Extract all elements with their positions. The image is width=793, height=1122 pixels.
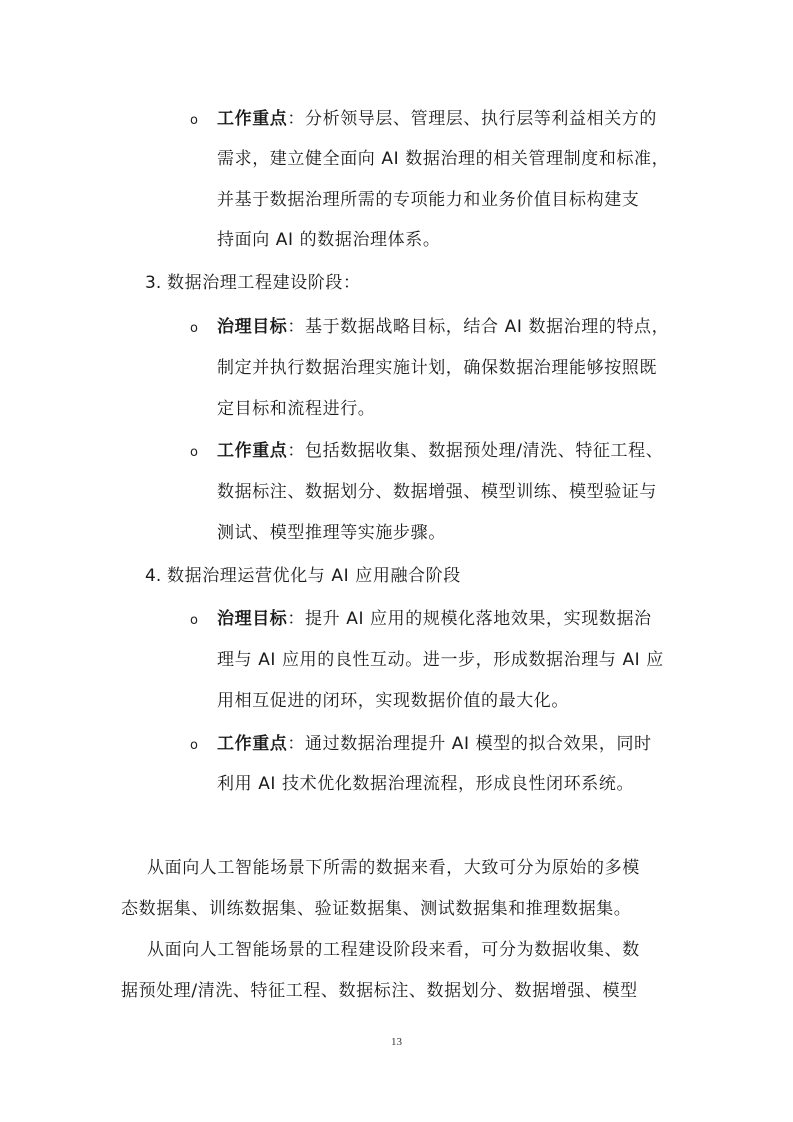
bullet-text-line: 理与 AI 应用的良性互动。进一步，形成数据治理与 AI 应 (217, 650, 664, 670)
bullet-text-line (217, 608, 652, 630)
bullet-text: ：提升 AI 应用的规模化落地效果，实现数据治 (287, 609, 652, 629)
bullet-marker: o (190, 613, 198, 628)
bullet-text-line: 用相互促进的闭环，实现数据价值的最大化。 (217, 691, 569, 711)
bullet-text: ：包括数据收集、数据预处理/清洗、特征工程、 (287, 441, 664, 461)
list-number: 3. (145, 273, 162, 293)
bullet-text-line: 并基于数据治理所需的专项能力和业务价值目标构建支 (217, 190, 640, 210)
bullet-text: ：分析领导层、管理层、执行层等利益相关方的 (287, 109, 658, 129)
bullet-text-line: 需求，建立健全面向 AI 数据治理的相关管理制度和标准， (217, 149, 670, 169)
bullet-text: ：通过数据治理提升 AI 模型的拟合效果，同时 (287, 734, 652, 754)
bullet-text-line (217, 316, 669, 338)
bullet-marker: o (190, 445, 198, 460)
bullet-text-line: 利用 AI 技术优化数据治理流程，形成良性闭环系统。 (217, 774, 635, 794)
list-number: 4. (145, 566, 162, 586)
section-heading: 数据治理运营优化与 AI 应用融合阶段 (167, 566, 461, 586)
bullet-text-line: 持面向 AI 的数据治理体系。 (217, 230, 441, 250)
paragraph-line: 据预处理/清洗、特征工程、数据标注、数据划分、数据增强、模型 (121, 981, 638, 1001)
bullet-text-line: 定目标和流程进行。 (217, 399, 376, 419)
bullet-marker: o (190, 738, 198, 753)
paragraph-line: 态数据集、训练数据集、验证数据集、测试数据集和推理数据集。 (121, 899, 632, 919)
bullet-text-line: 制定并执行数据治理实施计划，确保数据治理能够按照既 (217, 358, 657, 378)
bullet-label: 治理目标 (217, 609, 288, 629)
bullet-label: 工作重点 (217, 109, 288, 129)
bullet-text-line: 测试、模型推理等实施步骤。 (217, 523, 446, 543)
bullet-label: 工作重点 (217, 441, 288, 461)
paragraph-line: 从面向人工智能场景的工程建设阶段来看，可分为数据收集、数 (147, 940, 640, 960)
bullet-label: 治理目标 (217, 317, 288, 337)
bullet-text-line (217, 733, 652, 755)
bullet-text-line: 数据标注、数据划分、数据增强、模型训练、模型验证与 (217, 482, 657, 502)
paragraph-line: 从面向人工智能场景下所需的数据来看，大致可分为原始的多模 (147, 858, 640, 878)
bullet-text-line (217, 108, 657, 130)
bullet-text: ：基于数据战略目标，结合 AI 数据治理的特点， (287, 317, 670, 337)
bullet-label: 工作重点 (217, 734, 288, 754)
bullet-marker: o (190, 321, 198, 336)
page-number: 13 (391, 1036, 402, 1048)
bullet-marker: o (190, 113, 198, 128)
bullet-text-line (217, 440, 663, 462)
section-heading: 数据治理工程建设阶段： (167, 273, 361, 293)
